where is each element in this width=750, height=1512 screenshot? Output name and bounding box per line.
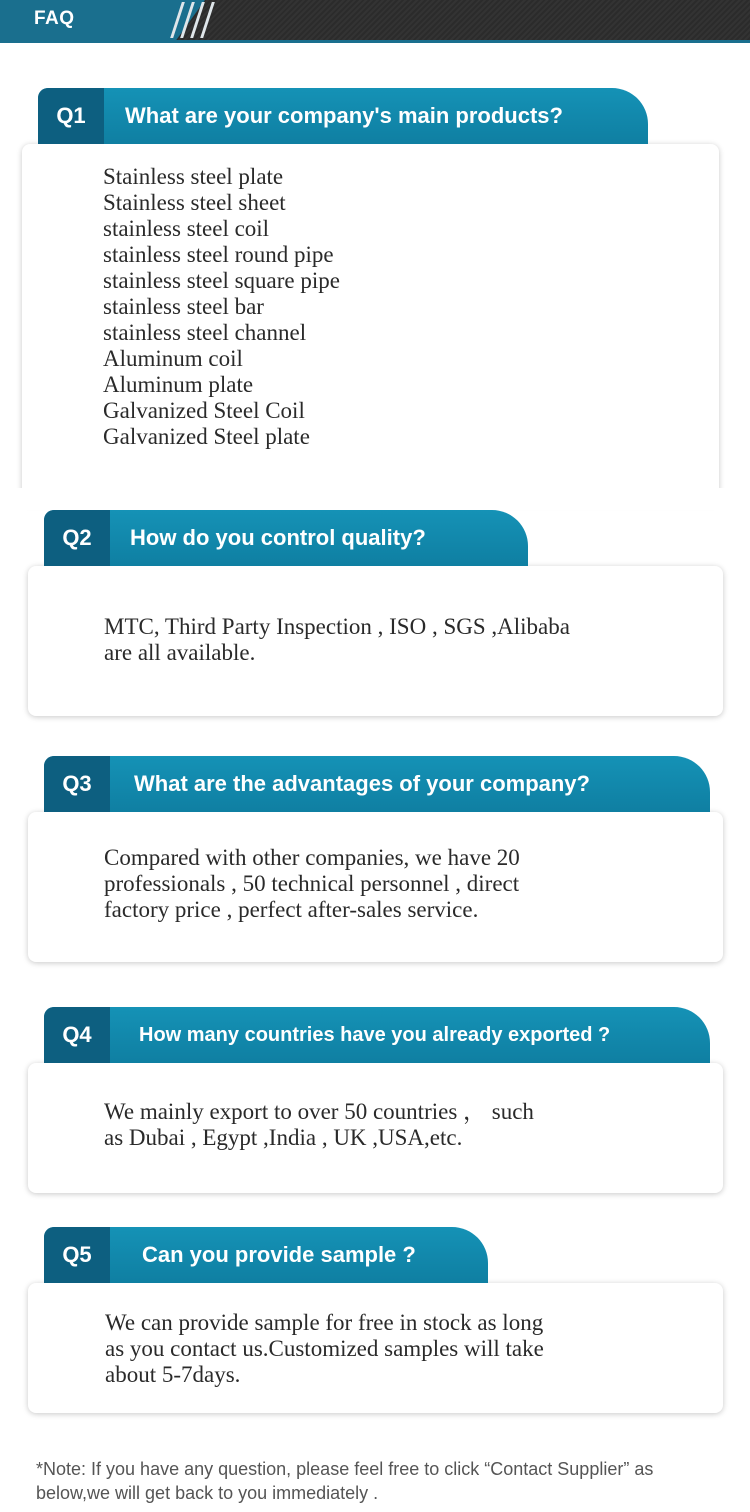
answer-line: We can provide sample for free in stock as long	[105, 1310, 544, 1335]
question-text: What are the advantages of your company?	[134, 771, 590, 796]
question-tab-q2[interactable]	[44, 510, 528, 566]
answer-text-q1	[103, 164, 340, 450]
answer-line: Aluminum coil	[103, 346, 243, 371]
answer-line: as Dubai , Egypt ,India , UK ,USA,etc.	[104, 1125, 463, 1150]
footer-note: *Note: If you have any question, please feel free to click “Contact Supplier” as below,we will get back to you immediately .	[36, 1459, 654, 1503]
answer-line: stainless steel bar	[103, 294, 264, 319]
answer-line: We mainly export to over 50 countries ， such	[104, 1099, 534, 1124]
answer-text-q3	[104, 845, 520, 923]
answer-line: as you contact us.Customized samples will take	[105, 1336, 544, 1361]
answer-card-q2	[28, 566, 723, 716]
answer-line: Aluminum plate	[103, 372, 254, 397]
header-underline	[0, 40, 750, 43]
answer-line: factory price , perfect after-sales service.	[104, 897, 479, 922]
question-number: Q1	[38, 88, 104, 144]
answer-line: Stainless steel plate	[103, 164, 284, 189]
answer-card-q1	[22, 144, 719, 504]
question-number: Q4	[44, 1007, 110, 1063]
faq-title: FAQ	[34, 8, 75, 29]
answer-line: Stainless steel sheet	[103, 190, 286, 215]
question-number: Q3	[44, 756, 110, 812]
answer-line: Galvanized Steel plate	[103, 424, 310, 449]
question-number: Q5	[44, 1227, 110, 1283]
answer-text-q2	[104, 614, 570, 666]
answer-line: MTC, Third Party Inspection , ISO , SGS ,Alibaba	[104, 614, 570, 639]
answer-line: about 5-7days.	[105, 1362, 241, 1387]
answer-card-q5	[28, 1283, 723, 1413]
answer-line: Compared with other companies, we have 20	[104, 845, 520, 870]
question-text: What are your company's main products?	[125, 103, 563, 128]
question-text: Can you provide sample ?	[142, 1242, 416, 1267]
answer-line: stainless steel channel	[103, 320, 307, 345]
answer-card-q3	[28, 812, 723, 962]
answer-line: stainless steel round pipe	[103, 242, 334, 267]
answer-line: Galvanized Steel Coil	[103, 398, 305, 423]
question-text: How many countries have you already exported ?	[139, 1023, 611, 1046]
answer-line: stainless steel coil	[103, 216, 270, 241]
question-tab-q4[interactable]	[44, 1007, 710, 1063]
answer-card-q4	[28, 1063, 723, 1193]
card-cutoff-mask	[0, 488, 750, 510]
answer-text-q4	[104, 1099, 534, 1151]
question-tab-q1[interactable]	[38, 88, 648, 144]
question-text: How do you control quality?	[130, 525, 426, 550]
question-tab-q3[interactable]	[44, 756, 710, 812]
answer-text-q5	[105, 1310, 544, 1388]
question-number: Q2	[44, 510, 110, 566]
answer-line: professionals , 50 technical personnel , direct	[104, 871, 520, 896]
answer-line: stainless steel square pipe	[103, 268, 340, 293]
question-tab-q5[interactable]	[44, 1227, 488, 1283]
answer-line: are all available.	[104, 640, 256, 665]
faq-header-bar	[0, 0, 750, 46]
header-stripe-decoration	[168, 0, 228, 40]
